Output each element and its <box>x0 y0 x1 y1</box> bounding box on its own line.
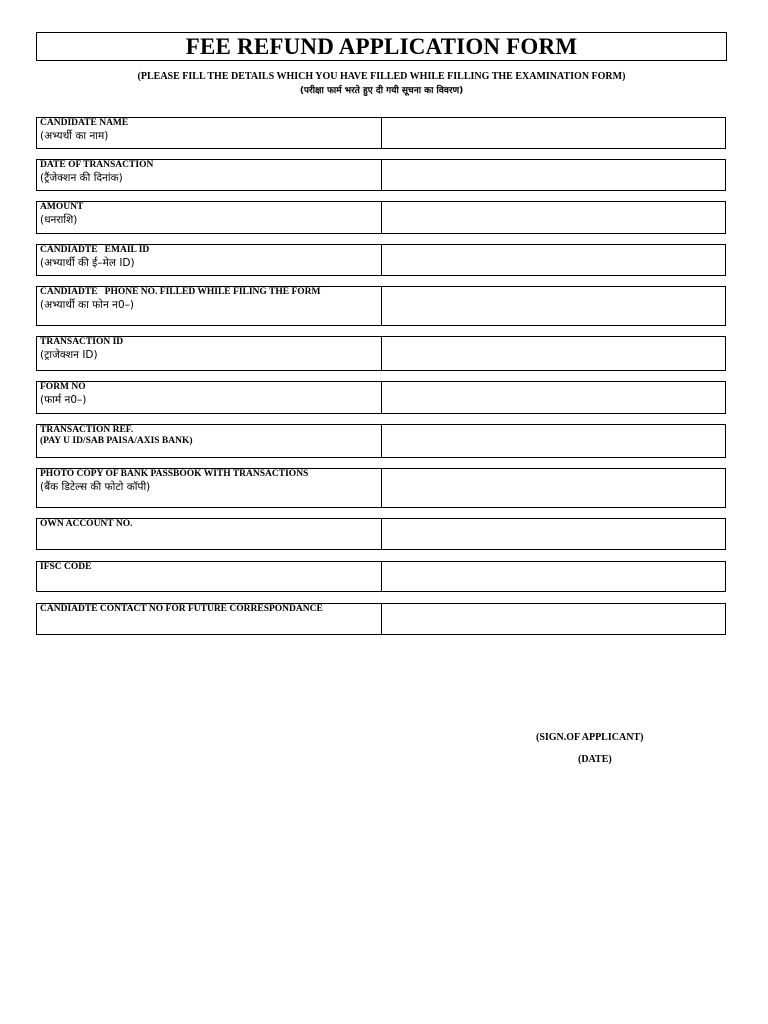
field-label-english: OWN ACCOUNT NO. <box>40 519 133 529</box>
field-row-ifsc-code <box>36 561 726 592</box>
transaction-ref-input[interactable] <box>382 425 725 457</box>
field-label-cell <box>37 604 382 634</box>
bank-passbook-input[interactable] <box>382 469 725 507</box>
contact-no-input[interactable] <box>382 604 725 634</box>
field-label-cell <box>37 562 382 591</box>
field-label-english: CANDIADTE CONTACT NO FOR FUTURE CORRESPONDANCE <box>40 604 323 614</box>
field-label-cell <box>37 519 382 549</box>
field-row-bank-passbook <box>36 468 726 508</box>
field-row-transaction-id <box>36 336 726 371</box>
instruction-english: (PLEASE FILL THE DETAILS WHICH YOU HAVE FILLED WHILE FILLING THE EXAMINATION FORM) <box>137 71 626 82</box>
field-label-english: CANDIADTE PHONE NO. FILLED WHILE FILING THE FORM <box>40 287 321 297</box>
field-label-hindi: (ट्रैंजेक्शन की दिनांक) <box>40 172 123 184</box>
field-label-hindi: (ट्राजेक्शन ID) <box>40 349 98 361</box>
signature-label: (SIGN.OF APPLICANT) <box>536 732 644 743</box>
field-label-cell <box>37 160 382 190</box>
field-label-english: DATE OF TRANSACTION <box>40 160 154 170</box>
field-label-english: CANDIDATE NAME <box>40 118 129 128</box>
form-title: FEE REFUND APPLICATION FORM <box>185 34 578 59</box>
field-label-hindi: (अभ्यार्थी की ई–मेल ID) <box>40 257 135 269</box>
own-account-no-input[interactable] <box>382 519 725 549</box>
field-label-english: TRANSACTION ID <box>40 337 124 347</box>
field-label-cell <box>37 425 382 457</box>
field-label-hindi: (अभ्यार्थी का फोन न0–) <box>40 299 135 311</box>
field-row-own-account-no <box>36 518 726 550</box>
form-title-box <box>36 32 727 61</box>
field-label-english: PHOTO COPY OF BANK PASSBOOK WITH TRANSACTIONS <box>40 469 309 479</box>
field-row-candidate-name <box>36 117 726 149</box>
email-id-input[interactable] <box>382 245 725 275</box>
field-row-transaction-ref <box>36 424 726 458</box>
field-label-cell <box>37 337 382 370</box>
field-row-phone-no <box>36 286 726 326</box>
field-label-hindi: (अभ्यर्थी का नाम) <box>40 130 109 142</box>
field-label-cell <box>37 287 382 325</box>
date-of-transaction-input[interactable] <box>382 160 725 190</box>
field-label-hindi: (बैंक डिटेल्स की फोटो कॉपी) <box>40 481 151 493</box>
amount-input[interactable] <box>382 202 725 233</box>
field-label-hindi: (धनराशि) <box>40 214 78 226</box>
field-row-email-id <box>36 244 726 276</box>
field-label-english: IFSC CODE <box>40 562 92 572</box>
field-label-cell <box>37 118 382 148</box>
phone-no-input[interactable] <box>382 287 725 325</box>
field-label-english: FORM NO <box>40 382 86 392</box>
field-label-cell <box>37 245 382 275</box>
date-label: (DATE) <box>578 754 612 765</box>
field-label-cell <box>37 202 382 233</box>
field-label-hindi: (फार्म न0–) <box>40 394 87 406</box>
field-row-form-no <box>36 381 726 414</box>
field-row-contact-no <box>36 603 726 635</box>
field-label-cell <box>37 382 382 413</box>
field-label-english: CANDIADTE EMAIL ID <box>40 245 150 255</box>
transaction-id-input[interactable] <box>382 337 725 370</box>
field-label-subtext: (PAY U ID/SAB PAISA/AXIS BANK) <box>40 436 193 446</box>
candidate-name-input[interactable] <box>382 118 725 148</box>
field-row-date-of-transaction <box>36 159 726 191</box>
field-label-english: TRANSACTION REF. <box>40 425 134 435</box>
field-row-amount <box>36 201 726 234</box>
form-no-input[interactable] <box>382 382 725 413</box>
instruction-hindi: (परीक्षा फार्म भरते हुए दी गयी सूचना का विवरण) <box>299 86 464 96</box>
ifsc-code-input[interactable] <box>382 562 725 591</box>
field-label-english: AMOUNT <box>40 202 84 212</box>
field-label-cell <box>37 469 382 507</box>
